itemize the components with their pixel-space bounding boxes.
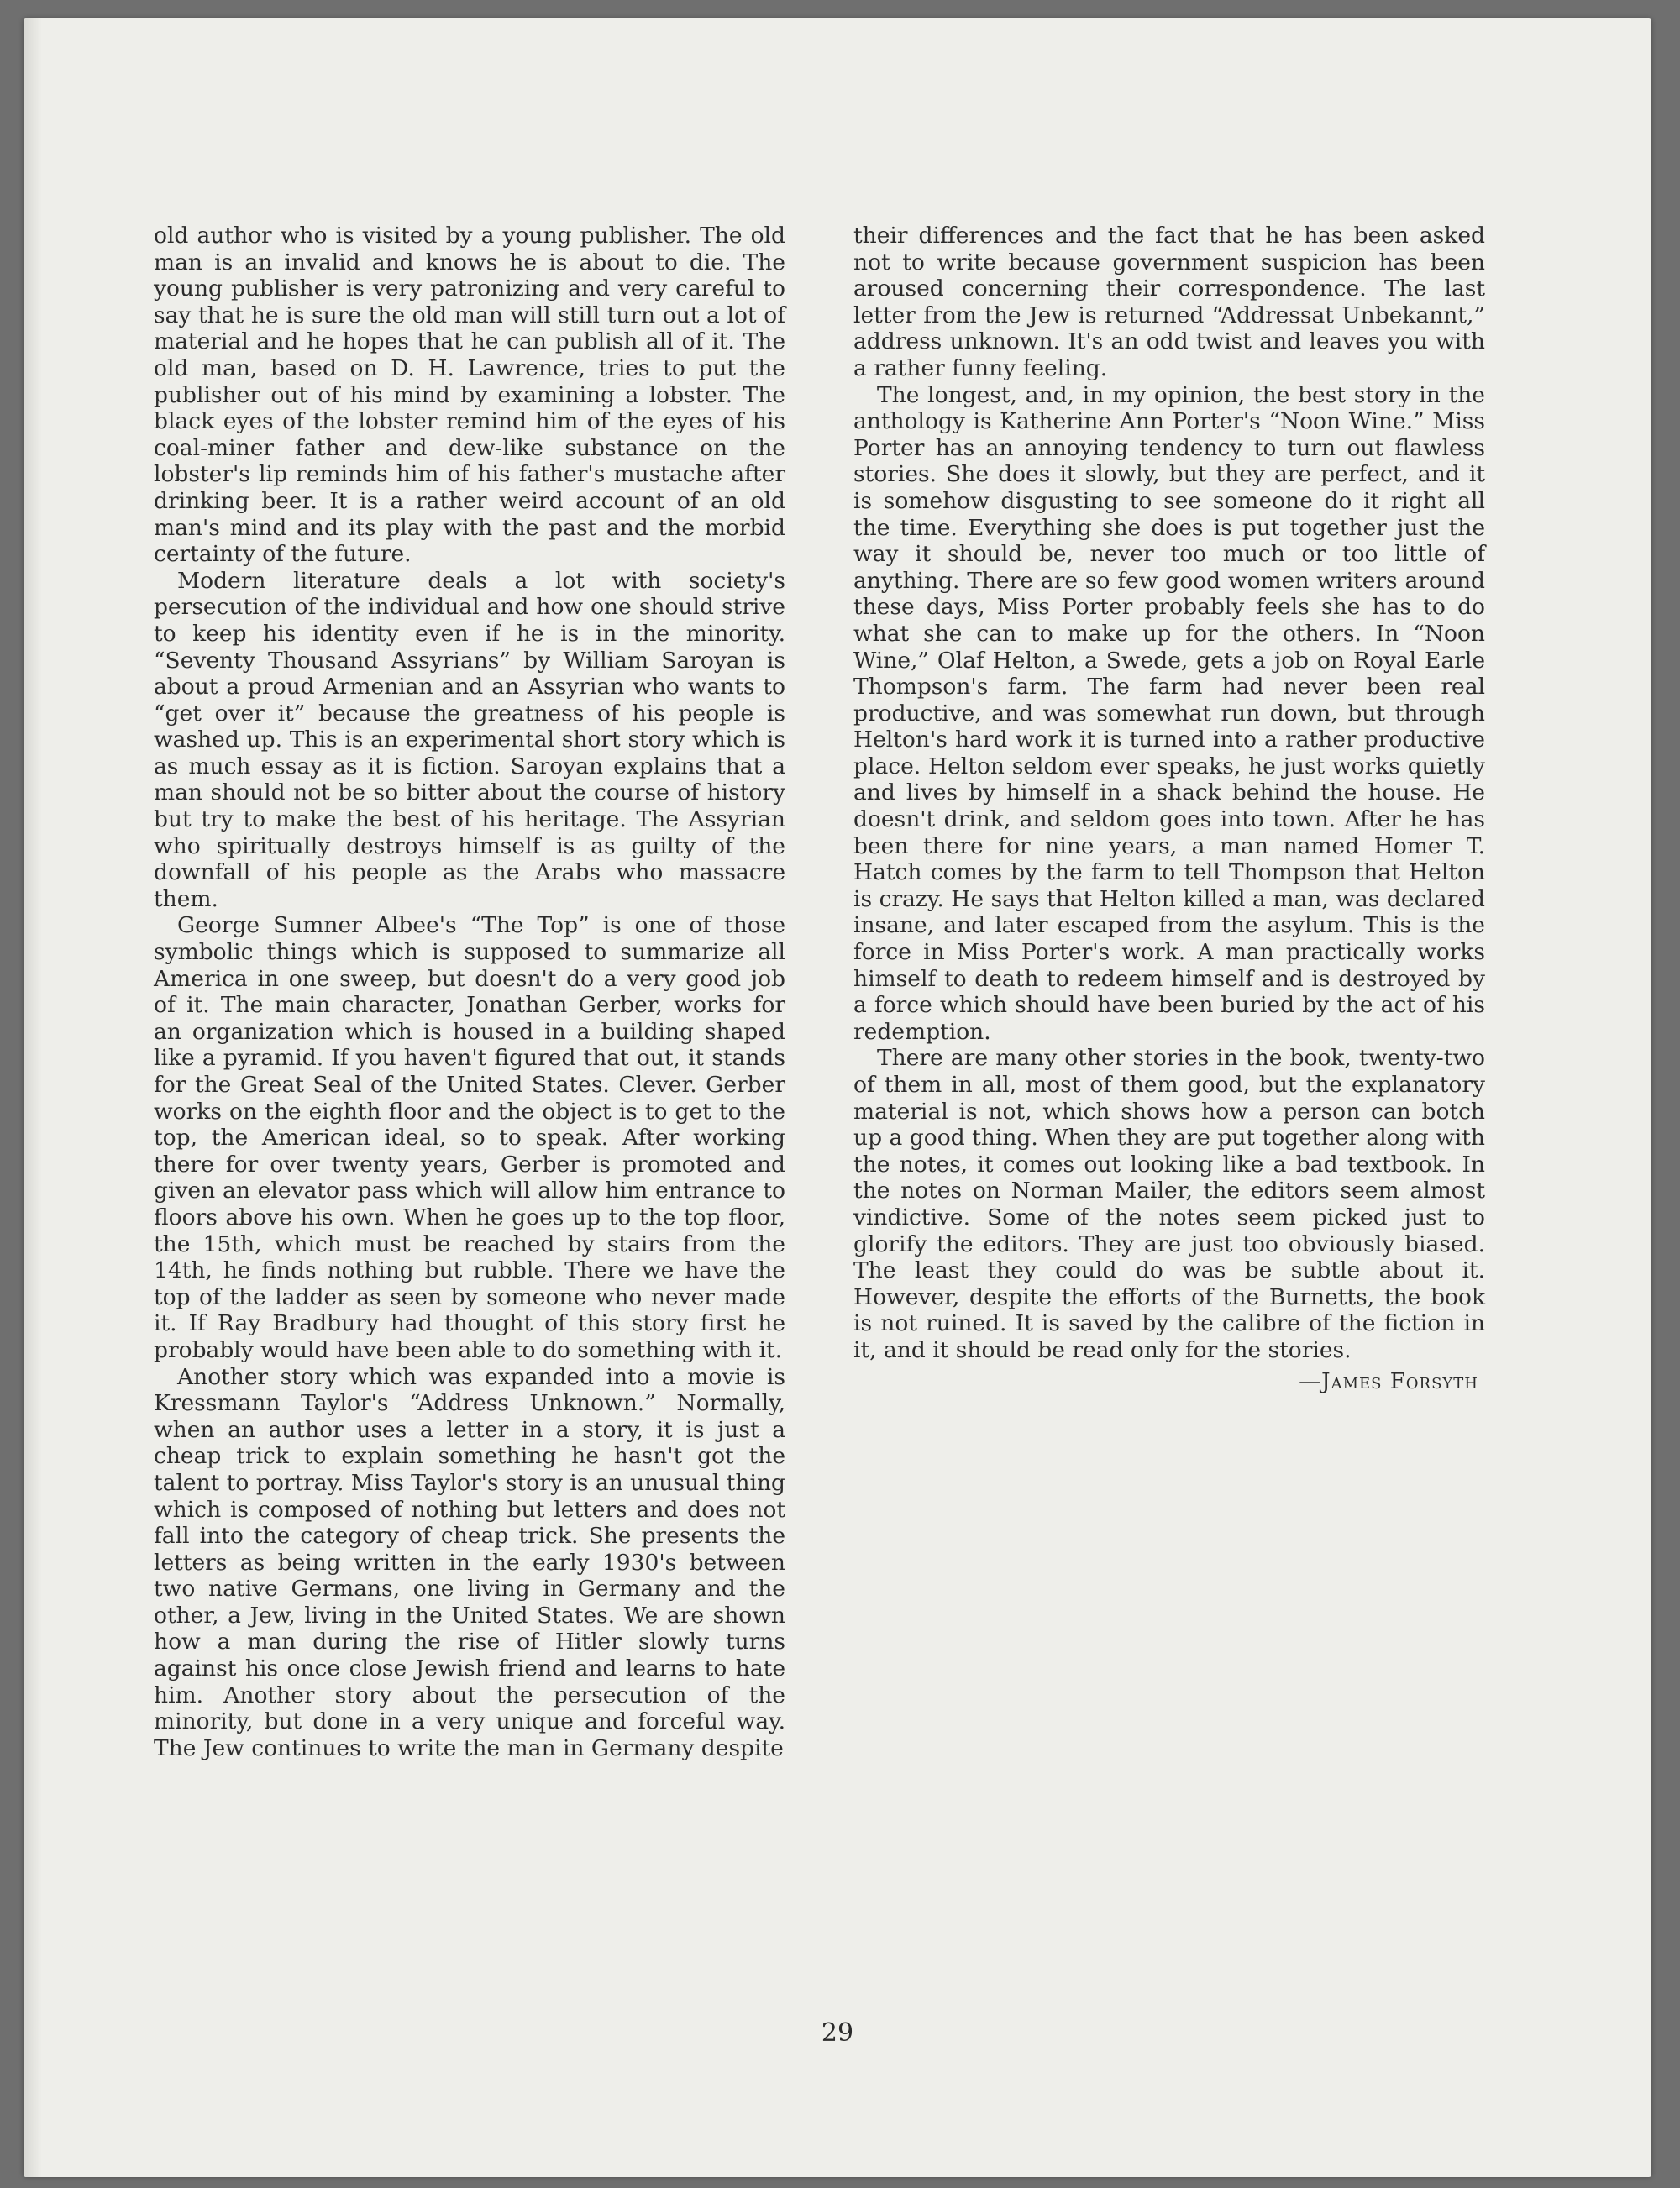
paragraph-seventy-thousand-assyrians: Modern literature deals a lot with society's persecution of the individual and how one should strive to keep his identity even if he is in the minority. “Seventy Thousand Assyrians” by William Saroyan is about a proud Armenian and an Assyrian who wants to “get over it” because the greatness of his people is washed up. This is an experimental short story which is as much essay as it is fiction. Saroyan explains that a man should not be so bitter about the course of history but try to make the best of his heritage. The Assyrian who spiritually destroys himself is as guilty of the downfall of his people as the Arabs who massacre them.	[154, 567, 785, 912]
paragraph-address-unknown: Another story which was expanded into a movie is Kressmann Taylor's “Address Unknown.” Normally, when an author uses a letter in a story, it is just a cheap trick to explain something he hasn't got the talent to portray. Miss Taylor's story is an unusual thing which is composed of nothing but letters and does not fall into the category of cheap trick. She presents the letters as being written in the early 1930's between two native Germans, one living in Germany and the other, a Jew, living in the United States. We are shown how a man during the rise of Hitler slowly turns against his once close Jewish friend and learns to hate him. Another story about the persecution of the minority, but done in a very unique and forceful way. The Jew continues to write the man in Germany despite	[154, 1363, 785, 1761]
page-spine-shadow	[24, 18, 42, 2177]
paragraph-lobster-story: old author who is visited by a young publisher. The old man is an invalid and knows he is about to die. The young publisher is very patronizing and very careful to say that he is sure the old man will still turn out a lot of material and he hopes that he can publish all of it. The old man, based on D. H. Lawrence, tries to put the publisher out of his mind by examining a lobster. The black eyes of the lobster remind him of the eyes of his coal-miner father and dew-like substance on the lobster's lip reminds him of his father's mustache after drinking beer. It is a rather weird account of an old man's mind and its play with the past and the morbid certainty of the future.	[154, 223, 785, 568]
document-page	[24, 18, 1651, 2177]
paragraph-the-top: George Sumner Albee's “The Top” is one of those symbolic things which is supposed to summarize all America in one sweep, but doesn't do a very good job of it. The main character, Jonathan Gerber, works for an organization which is housed in a building shaped like a pyramid. If you haven't figured that out, it stands for the Great Seal of the United States. Clever. Gerber works on the eighth floor and the object is to get to the top, the American ideal, so to speak. After working there for over twenty years, Gerber is promoted and given an elevator pass which will allow him entrance to floors above his own. When he goes up to the top floor, the 15th, which must be reached by stairs from the 14th, he finds nothing but rubble. There we have the top of the ladder as seen by someone who never made it. If Ray Bradbury had thought of this story first he probably would have been able to do something with it.	[154, 912, 785, 1363]
right-column	[853, 223, 1485, 1395]
paragraph-address-unknown-continued: their differences and the fact that he has been asked not to write because government suspicion has been aroused concerning their correspondence. The last letter from the Jew is returned “Addressat Unbekannt,” address unknown. It's an odd twist and leaves you with a rather funny feeling.	[853, 223, 1485, 381]
left-column	[154, 223, 785, 1761]
paragraph-conclusion: There are many other stories in the book, twenty-two of them in all, most of them good, but the explanatory material is not, which shows how a person can botch up a good thing. When they are put together along with the notes, it comes out looking like a bad textbook. In the notes on Norman Mailer, the editors seem almost vindictive. Some of the notes seem picked just to glorify the editors. They are just too obviously biased. The least they could do was be subtle about it. However, despite the efforts of the Burnetts, the book is not ruined. It is saved by the calibre of the fiction in it, and it should be read only for the stories.	[853, 1045, 1485, 1363]
page-number: 29	[821, 2018, 854, 2048]
paragraph-noon-wine: The longest, and, in my opinion, the best story in the anthology is Katherine Ann Porter's “Noon Wine.” Miss Porter has an annoying tendency to turn out flawless stories. She does it slowly, but they are perfect, and it is somehow disgusting to see someone do it right all the time. Everything she does is put together just the way it should be, never too much or too little of anything. There are so few good women writers around these days, Miss Porter probably feels she has to do what she can to make up for the others. In “Noon Wine,” Olaf Helton, a Swede, gets a job on Royal Earle Thompson's farm. The farm had never been real productive, and was somewhat run down, but through Helton's hard work it is turned into a rather productive place. Helton seldom ever speaks, he just works quietly and lives by himself in a shack behind the house. He doesn't drink, and seldom goes into town. After he has been there for nine years, a man named Homer T. Hatch comes by the farm to tell Thompson that Helton is crazy. He says that Helton killed a man, was declared insane, and later escaped from the asylum. This is the force in Miss Porter's work. A man practically works himself to death to redeem himself and is destroyed by a force which should have been buried by the act of his redemption.	[853, 381, 1485, 1045]
author-signature: —James Forsyth	[1299, 1368, 1478, 1394]
